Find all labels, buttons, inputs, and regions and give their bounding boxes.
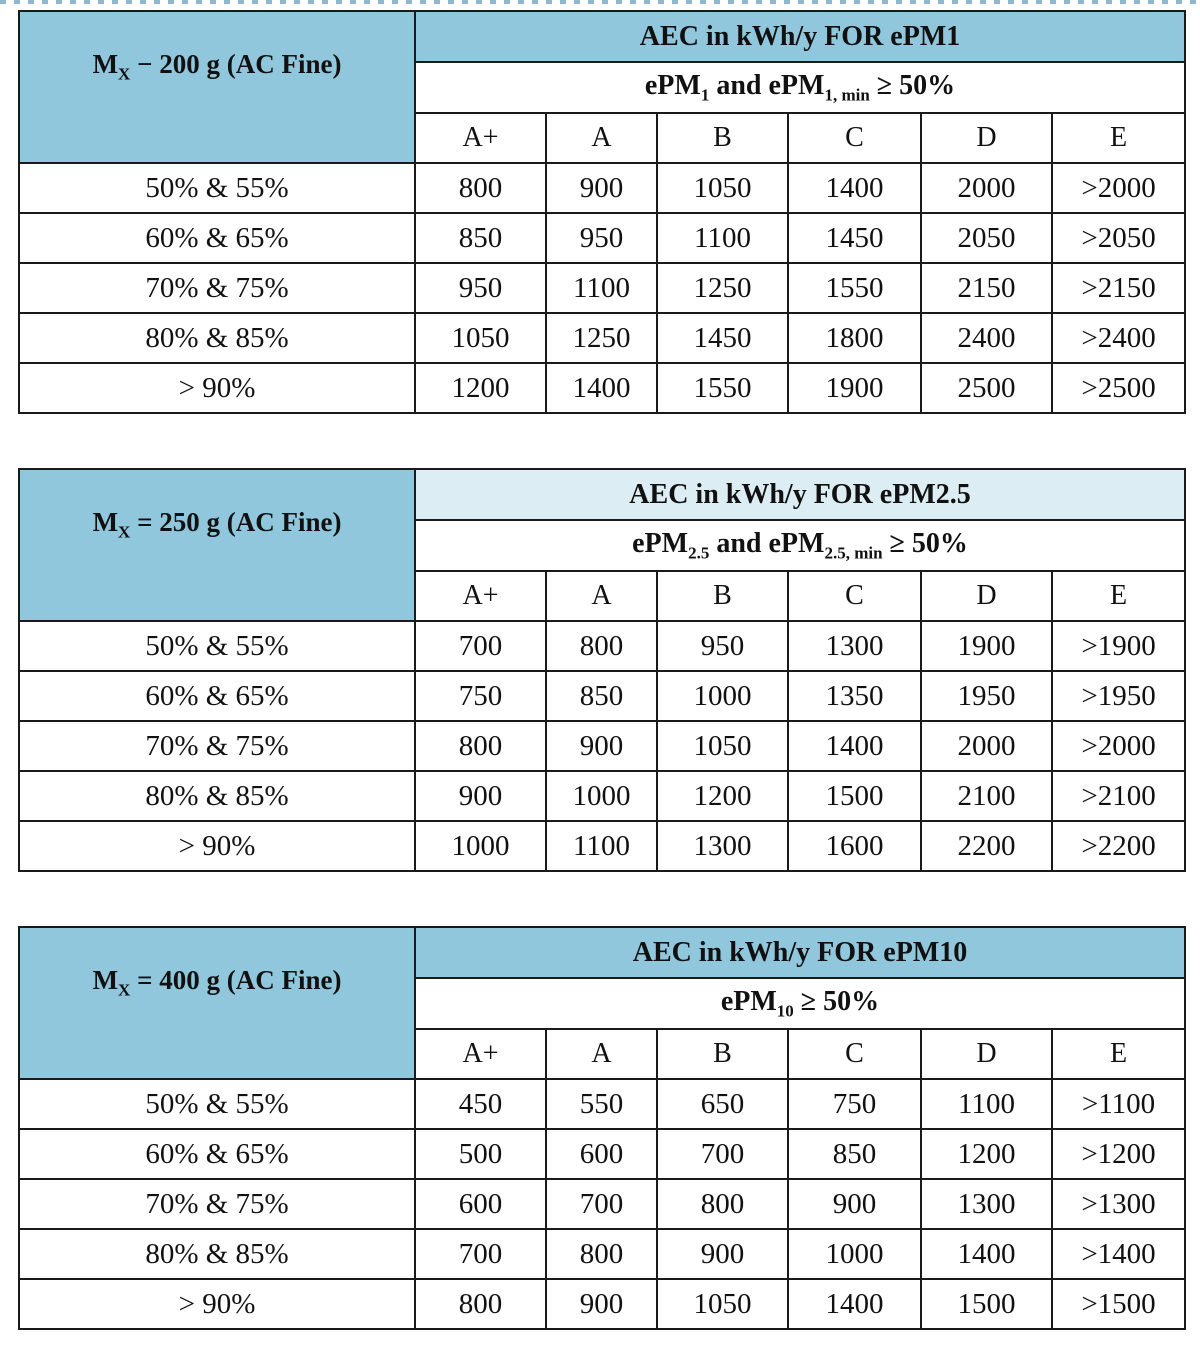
aec-value-cell: 2000	[921, 163, 1052, 213]
efficiency-range-label: > 90%	[19, 363, 415, 413]
aec-value-cell: 1300	[788, 621, 921, 671]
aec-value-cell: >1500	[1052, 1279, 1185, 1329]
table-row	[19, 821, 1185, 871]
aec-table-pm10	[18, 926, 1186, 1330]
aec-value-cell: 1800	[788, 313, 921, 363]
grade-header: E	[1052, 1029, 1185, 1079]
aec-value-cell: >1950	[1052, 671, 1185, 721]
grade-header: A+	[415, 1029, 546, 1079]
efficiency-range-label: 50% & 55%	[19, 163, 415, 213]
condition-index-b: 1, min	[824, 85, 870, 105]
table-row	[19, 1229, 1185, 1279]
aec-value-cell: 450	[415, 1079, 546, 1129]
aec-value-cell: >2000	[1052, 163, 1185, 213]
mass-prefix: M	[92, 965, 119, 996]
aec-value-cell: 800	[415, 1279, 546, 1329]
aec-value-cell: 500	[415, 1129, 546, 1179]
table-row	[19, 163, 1185, 213]
aec-value-cell: 1400	[788, 163, 921, 213]
aec-value-cell: 1400	[921, 1229, 1052, 1279]
aec-value-cell: >2200	[1052, 821, 1185, 871]
aec-value-cell: 1450	[788, 213, 921, 263]
aec-value-cell: 650	[657, 1079, 788, 1129]
table-title: AEC in kWh/y FOR ePM10	[415, 927, 1185, 978]
table-row	[19, 671, 1185, 721]
table-row	[19, 213, 1185, 263]
table-title: AEC in kWh/y FOR ePM2.5	[415, 469, 1185, 520]
aec-value-cell: >1300	[1052, 1179, 1185, 1229]
efficiency-range-label: 70% & 75%	[19, 721, 415, 771]
aec-value-cell: 2050	[921, 213, 1052, 263]
grade-header: D	[921, 113, 1052, 163]
table-row	[19, 263, 1185, 313]
condition-part-b: and ePM	[709, 69, 825, 101]
aec-value-cell: 750	[788, 1079, 921, 1129]
aec-value-cell: 850	[788, 1129, 921, 1179]
condition-part-a: ePM	[644, 69, 701, 101]
table-row	[19, 771, 1185, 821]
aec-value-cell: 2200	[921, 821, 1052, 871]
aec-value-cell: 1000	[415, 821, 546, 871]
aec-value-cell: 1050	[657, 163, 788, 213]
aec-value-cell: 1200	[657, 771, 788, 821]
aec-value-cell: 700	[415, 1229, 546, 1279]
aec-value-cell: 900	[788, 1179, 921, 1229]
page-top-strip	[0, 0, 1200, 4]
aec-value-cell: 1400	[788, 1279, 921, 1329]
efficiency-range-label: 80% & 85%	[19, 1229, 415, 1279]
grade-header: B	[657, 113, 788, 163]
aec-value-cell: 800	[657, 1179, 788, 1229]
mass-value: − 200 g (AC Fine)	[130, 49, 342, 80]
efficiency-range-label: 50% & 55%	[19, 1079, 415, 1129]
aec-value-cell: 2100	[921, 771, 1052, 821]
aec-value-cell: >1200	[1052, 1129, 1185, 1179]
aec-value-cell: >1100	[1052, 1079, 1185, 1129]
aec-value-cell: 1400	[546, 363, 657, 413]
aec-value-cell: 850	[415, 213, 546, 263]
mass-prefix: M	[92, 49, 119, 80]
efficiency-range-label: > 90%	[19, 821, 415, 871]
condition-index-a: 10	[776, 1001, 794, 1021]
efficiency-condition	[415, 62, 1185, 113]
table-row	[19, 363, 1185, 413]
aec-value-cell: 700	[657, 1129, 788, 1179]
aec-value-cell: >2050	[1052, 213, 1185, 263]
table-row	[19, 1179, 1185, 1229]
aec-value-cell: 700	[546, 1179, 657, 1229]
grade-header: B	[657, 571, 788, 621]
efficiency-condition	[415, 520, 1185, 571]
table-row	[19, 1129, 1185, 1179]
aec-value-cell: 950	[657, 621, 788, 671]
efficiency-range-label: > 90%	[19, 1279, 415, 1329]
aec-value-cell: >2500	[1052, 363, 1185, 413]
table-row	[19, 313, 1185, 363]
condition-threshold: ≥ 50%	[882, 527, 968, 559]
aec-value-cell: >2000	[1052, 721, 1185, 771]
mass-subscript: X	[118, 64, 131, 84]
mass-subscript: X	[118, 980, 131, 1000]
aec-value-cell: 1350	[788, 671, 921, 721]
mass-header	[19, 469, 415, 621]
condition-part-a: ePM	[720, 985, 777, 1017]
condition-index-b: 2.5, min	[824, 543, 883, 563]
grade-header: D	[921, 1029, 1052, 1079]
aec-value-cell: 1100	[657, 213, 788, 263]
efficiency-range-label: 80% & 85%	[19, 771, 415, 821]
aec-value-cell: 1100	[546, 263, 657, 313]
aec-value-cell: 600	[415, 1179, 546, 1229]
efficiency-range-label: 70% & 75%	[19, 1179, 415, 1229]
grade-header: A	[546, 571, 657, 621]
aec-value-cell: 1250	[546, 313, 657, 363]
table-row	[19, 1079, 1185, 1129]
aec-value-cell: 1500	[788, 771, 921, 821]
aec-value-cell: 1100	[546, 821, 657, 871]
mass-value: = 250 g (AC Fine)	[130, 507, 342, 538]
condition-threshold: ≥ 50%	[793, 985, 880, 1017]
aec-value-cell: 1050	[657, 721, 788, 771]
aec-value-cell: 1300	[921, 1179, 1052, 1229]
aec-value-cell: 1250	[657, 263, 788, 313]
grade-header: C	[788, 113, 921, 163]
aec-value-cell: 2500	[921, 363, 1052, 413]
aec-value-cell: 1200	[921, 1129, 1052, 1179]
aec-value-cell: >2100	[1052, 771, 1185, 821]
aec-value-cell: 1550	[788, 263, 921, 313]
mass-prefix: M	[92, 507, 119, 538]
aec-value-cell: 800	[546, 621, 657, 671]
aec-value-cell: 1400	[788, 721, 921, 771]
table-row	[19, 1279, 1185, 1329]
grade-header: A+	[415, 113, 546, 163]
aec-table-pm25	[18, 468, 1186, 872]
aec-value-cell: >1900	[1052, 621, 1185, 671]
aec-value-cell: >2150	[1052, 263, 1185, 313]
grade-header: A+	[415, 571, 546, 621]
aec-value-cell: 1050	[657, 1279, 788, 1329]
aec-value-cell: 800	[415, 721, 546, 771]
aec-value-cell: 950	[415, 263, 546, 313]
table-row	[19, 721, 1185, 771]
aec-value-cell: 550	[546, 1079, 657, 1129]
aec-value-cell: 1200	[415, 363, 546, 413]
efficiency-range-label: 60% & 65%	[19, 671, 415, 721]
condition-threshold: ≥ 50%	[869, 69, 956, 101]
efficiency-range-label: 80% & 85%	[19, 313, 415, 363]
aec-value-cell: 1000	[657, 671, 788, 721]
condition-part-a: ePM	[632, 527, 689, 559]
aec-value-cell: >1400	[1052, 1229, 1185, 1279]
aec-value-cell: 2400	[921, 313, 1052, 363]
aec-value-cell: 1900	[921, 621, 1052, 671]
grade-header: A	[546, 113, 657, 163]
efficiency-range-label: 70% & 75%	[19, 263, 415, 313]
aec-value-cell: 900	[657, 1229, 788, 1279]
efficiency-range-label: 60% & 65%	[19, 213, 415, 263]
aec-value-cell: 1050	[415, 313, 546, 363]
efficiency-range-label: 50% & 55%	[19, 621, 415, 671]
aec-value-cell: 1450	[657, 313, 788, 363]
grade-header: E	[1052, 113, 1185, 163]
aec-value-cell: 850	[546, 671, 657, 721]
mass-value: = 400 g (AC Fine)	[130, 965, 342, 996]
grade-header: C	[788, 1029, 921, 1079]
aec-value-cell: 1000	[546, 771, 657, 821]
aec-value-cell: 950	[546, 213, 657, 263]
aec-value-cell: 1550	[657, 363, 788, 413]
aec-value-cell: 1600	[788, 821, 921, 871]
condition-index-a: 1	[700, 85, 710, 105]
aec-value-cell: >2400	[1052, 313, 1185, 363]
mass-subscript: X	[118, 522, 131, 542]
aec-value-cell: 2000	[921, 721, 1052, 771]
efficiency-range-label: 60% & 65%	[19, 1129, 415, 1179]
grade-header: D	[921, 571, 1052, 621]
table-row	[19, 621, 1185, 671]
aec-value-cell: 900	[546, 163, 657, 213]
aec-value-cell: 900	[546, 1279, 657, 1329]
efficiency-condition	[415, 978, 1185, 1029]
grade-header: A	[546, 1029, 657, 1079]
aec-value-cell: 600	[546, 1129, 657, 1179]
condition-part-b: and ePM	[709, 527, 825, 559]
aec-value-cell: 2150	[921, 263, 1052, 313]
grade-header: C	[788, 571, 921, 621]
aec-value-cell: 900	[415, 771, 546, 821]
aec-value-cell: 700	[415, 621, 546, 671]
aec-value-cell: 800	[415, 163, 546, 213]
mass-header	[19, 11, 415, 163]
aec-value-cell: 750	[415, 671, 546, 721]
condition-index-a: 2.5	[688, 543, 710, 563]
grade-header: E	[1052, 571, 1185, 621]
aec-value-cell: 1300	[657, 821, 788, 871]
aec-value-cell: 1500	[921, 1279, 1052, 1329]
aec-table-pm1	[18, 10, 1186, 414]
table-title: AEC in kWh/y FOR ePM1	[415, 11, 1185, 62]
aec-value-cell: 1100	[921, 1079, 1052, 1129]
aec-value-cell: 1950	[921, 671, 1052, 721]
aec-value-cell: 900	[546, 721, 657, 771]
mass-header	[19, 927, 415, 1079]
aec-value-cell: 1000	[788, 1229, 921, 1279]
aec-value-cell: 800	[546, 1229, 657, 1279]
grade-header: B	[657, 1029, 788, 1079]
aec-value-cell: 1900	[788, 363, 921, 413]
